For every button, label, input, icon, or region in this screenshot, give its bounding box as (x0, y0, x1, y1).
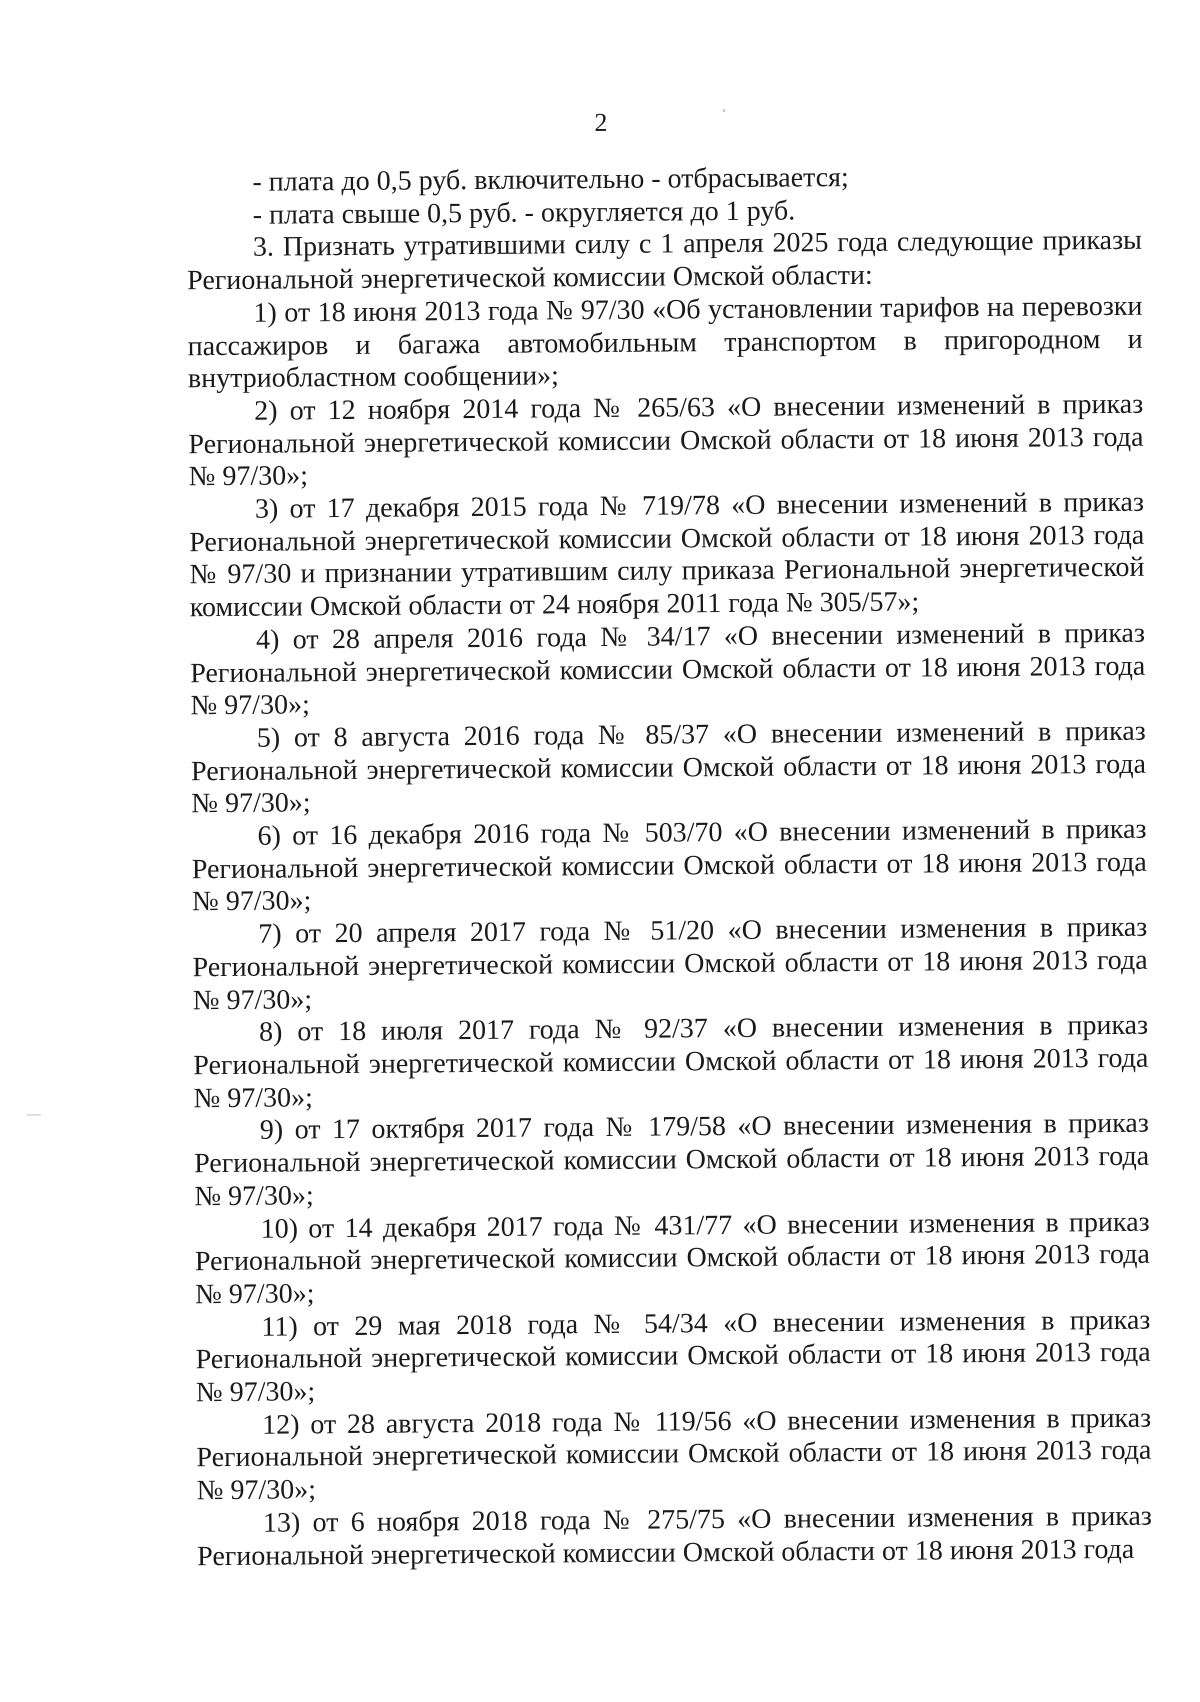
dash-line-1: - плата до 0,5 руб. включительно - отбрасывается; (252, 162, 849, 198)
document-body (186, 160, 1152, 1574)
list-item-1: 1) от 18 июня 2013 года № 97/30 «Об установлении тарифов на перевозки пассажиров и багажа автомобильным транспортом в пригородном и внутриобластном сообщении»; (187, 290, 1143, 395)
dash-line-2: - плата свыше 0,5 руб. - округляется до 1 руб. (252, 195, 796, 231)
page-number: 2 (594, 107, 608, 138)
list-item-10: 10) от 14 декабря 2017 года № 431/77 «О внесении изменения в приказ Региональной энергетической комиссии Омской области от 18 июня 2013 года № 97/30»; (194, 1206, 1150, 1311)
list-item-12: 12) от 28 августа 2018 года № 119/56 «О внесении изменения в приказ Региональной энергетической комиссии Омской области от 18 июня 2013 года № 97/30»; (196, 1402, 1152, 1507)
list-item-8: 8) от 18 июля 2017 года № 92/37 «О внесении изменения в приказ Региональной энергетической комиссии Омской области от 18 июня 2013 года № 97/30»; (193, 1010, 1149, 1114)
list-item-2: 2) от 12 ноября 2014 года № 265/63 «О внесении изменений в приказ Региональной энергетической комиссии Омской области от 18 июня 2013 года № 97/30»; (188, 388, 1144, 493)
list-item-6: 6) от 16 декабря 2016 года № 503/70 «О внесении изменений в приказ Региональной энергетической комиссии Омской области от 18 июня 2013 года № 97/30»; (191, 813, 1147, 918)
list-item-9: 9) от 17 октября 2017 года № 179/58 «О внесении изменения в приказ Региональной энергетической комиссии Омской области от 18 июня 2013 года № 97/30»; (194, 1108, 1150, 1213)
scan-artifact-line (27, 1114, 41, 1115)
list-item-7: 7) от 20 апреля 2017 года № 51/20 «О внесении изменения в приказ Региональной энергетической комиссии Омской области от 18 июня 2013 года № 97/30»; (192, 911, 1148, 1016)
scan-speck (723, 109, 725, 112)
list-item-4: 4) от 28 апреля 2016 года № 34/17 «О внесении изменений в приказ Региональной энергетической комиссии Омской области от 18 июня 2013 года № 97/30»; (190, 617, 1146, 722)
clause-3: 3. Признать утратившими силу с 1 апреля 2025 года следующие приказы Региональной энергетической комиссии Омской области: (187, 225, 1143, 297)
list-item-13: 13) от 6 ноября 2018 года № 275/75 «О внесении изменения в приказ Региональной энергетической комиссии Омской области от 18 июня 2013 года (197, 1500, 1153, 1572)
list-item-3: 3) от 17 декабря 2015 года № 719/78 «О внесении изменений в приказ Региональной энергетической комиссии Омской области от 18 июня 2013 года № 97/30 и признании утратившим силу приказа Региональной энергетической комиссии Омской области от 24 ноября 2011 года № 305/57»; (189, 486, 1145, 624)
list-item-11: 11) от 29 мая 2018 года № 54/34 «О внесении изменения в приказ Региональной энергетической комиссии Омской области от 18 июня 2013 года № 97/30»; (195, 1304, 1151, 1409)
list-item-5: 5) от 8 августа 2016 года № 85/37 «О внесении изменений в приказ Региональной энергетической комиссии Омской области от 18 июня 2013 года № 97/30»; (190, 715, 1147, 820)
